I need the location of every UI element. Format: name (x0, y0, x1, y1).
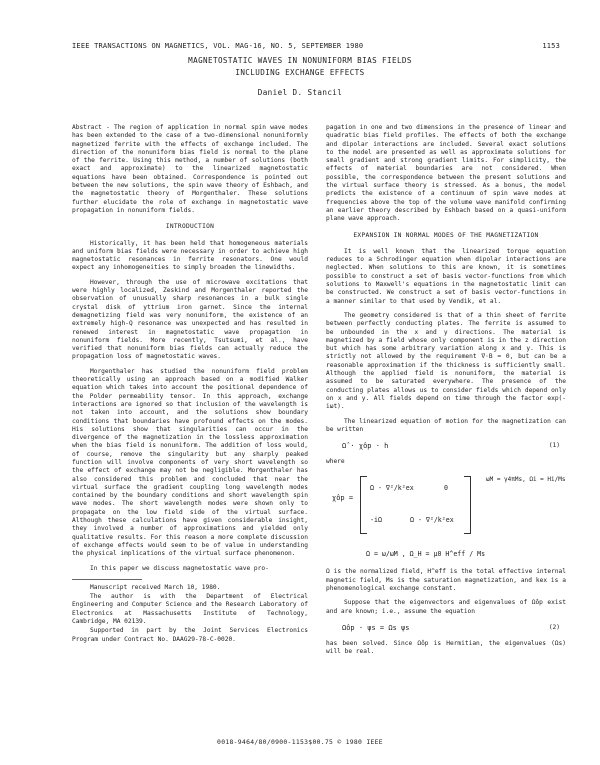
footnote: The author is with the Department of Electrical Engineering and Computer Science and the Research Laboratory of Electronics at Massachusetts Institute of Technology, Cambridge, MA 02139. (72, 593, 308, 626)
paragraph: However, through the use of microwave excitations that were highly localized, Zeskind and Morgenthaler reported the observation of unusually sharp resonances in a bulk single crystal disk of yttrium iron garnet. Since the internal demagnetizing field was very nonuniform, the existence of an extremely high-Q resonance was unexpected and has resulted in renewed interest in magnetostatic wave propagation in nonuniform fields. More recently, Tsutsumi, et al., have verified that nonuniform bias fields can actually reduce the propagation loss of magnetostatic waves. (72, 278, 308, 361)
paragraph: has been solved. Since Ω̂op is Hermitian, the eigenvalues (Ωs) will be real. (326, 639, 566, 656)
footnote: Manuscript received March 10, 1980. (90, 583, 221, 591)
paragraph: pagation in one and two dimensions in the presence of linear and quadratic bias field profiles. The effects of both the exchange and dipolar interactions are included. Several exact solutions to the model are presented as well as approximate solutions for small gradient and strong gradient limits. For simplicity, the effects of material boundaries are not considered. When possible, the correspondence between the present solutions and the virtual surface theory is stressed. As a bonus, the model predicts the existence of a continuum of spin wave modes at frequencies above the top of the volume wave manifold confirming an earlier theory described by Eshbach based on a quasi-uniform plane wave approach. (326, 124, 566, 223)
equation-1-body: Ω̂ · χ̂op · h (342, 442, 389, 451)
omega-definition-text: Ω = ω/ωM , Ω_H = μ0 H^eff / Ms (366, 550, 486, 559)
matrix-definitions: ωM = γ4πMs, Ωi = Hi/Ms (486, 476, 566, 484)
footnote-rule (72, 579, 142, 580)
equation-2-number: (2) (548, 623, 560, 631)
matrix-cell-22: Ω - ∇²/k²ex (410, 516, 454, 525)
journal-line: IEEE TRANSACTIONS ON MAGNETICS, VOL. MAG-16, NO. 5, SEPTEMBER 1980 (72, 42, 364, 50)
paragraph: In this paper we discuss magnetostatic wave pro- (90, 564, 269, 572)
where-label: where (326, 458, 345, 466)
matrix-right-bracket (464, 476, 471, 534)
paper-title-line1: MAGNETOSTATIC WAVES IN NONUNIFORM BIAS FIELDS (188, 56, 412, 65)
chi-operator-label: χ̂op = (332, 494, 354, 503)
equation-1 (326, 440, 566, 454)
equation-1-number: (1) (548, 442, 560, 450)
equation-2-body: Ω̂op · ψs = Ωs ψs (342, 623, 410, 632)
footnotes (72, 584, 308, 644)
paragraph: It is well known that the linearized torque equation reduces to a Schrodinger equation when dipolar interactions are neglected. When solutions to this are known, it is sometimes possible to construct a set of basis vector-functions from which solutions to Maxwell's equations in the magnetostatic limit can be constructed. We construct a set of basis vector-functions in a manner similar to that used by Vendik, et al. (326, 247, 566, 305)
page-number: 1153 (542, 42, 560, 50)
equation-2 (326, 622, 566, 636)
section-heading-introduction: INTRODUCTION (165, 223, 215, 231)
matrix-cell-21: -iΩ (370, 516, 382, 525)
footer-code: 0018-9464/80/0900-1153$00.75 © 1980 IEEE (217, 738, 383, 746)
paragraph: Morgenthaler has studied the nonuniform field problem theoretically using an approach based on a modified Walker equation which takes into account the positional dependence of the Polder permeability tensor. In this approach, exchange interactions are ignored so that inclusion of the wavelength is not taken into account, and the solutions show boundary conditions that boundaries have profound effects on the modes. His solutions show that singularities can occur in the divergence of the magnetization in the lossless approximation when the bias field is nonuniform. The addition of loss would, of course, remove the singularity but any sharply peaked function will involve components of very short wavelength so the effect of exchange may not be negligible. Morgenthaler has also considered this problem and concluded that near the virtual surface the gradient coupling long wavelength modes contained by the boundary conditions and short wavelength spin wave modes. The short wavelength modes were shown only to propagate on the low field side of the virtual surface. Although these calculations have given considerable insight, they involved a number of approximations and yielded only qualitative results. For this reason a more complete discussion of exchange effects would seem to be of value in understanding the physical implications of the virtual surface phenomenon. (72, 367, 308, 558)
paragraph: The linearized equation of motion for the magnetization can be written (326, 417, 566, 433)
footnote: Supported in part by the Joint Services Electronics Program under Contract No. DAAG29-78-C-0020. (72, 627, 308, 643)
section-heading-expansion: EXPANSION IN NORMAL MODES OF THE MAGNETIZATION (353, 231, 539, 239)
paragraph: Ω is the normalized field, H^eff is the total effective internal magnetic field, Ms is the saturation magnetization, and kex is a phenomenological exchange constant. (326, 568, 566, 592)
running-header (72, 42, 560, 50)
right-column (326, 124, 566, 662)
matrix-left-bracket (360, 476, 367, 534)
left-column (72, 124, 308, 645)
omega-definition (326, 546, 566, 568)
author-name: Daniel D. Stancil (257, 88, 343, 97)
paper-title-line2: INCLUDING EXCHANGE EFFECTS (235, 68, 365, 77)
paragraph: Historically, it has been held that homogeneous materials and uniform bias fields were necessary in order to achieve high magnetostatic resonances in ferrite resonators. One would expect any inhomogeneities to simply broaden the linewidths. (72, 239, 308, 272)
matrix-cell-11: Ω - ∇²/k²ex (370, 484, 414, 493)
paragraph: The geometry considered is that of a thin sheet of ferrite between perfectly conducting plates. The ferrite is assumed to be unbounded in the x and y directions. The material is magnetized by a field whose only component is in the z direction but which has some arbitrary variation along x and y. This is strictly not allowed by the requirement ∇·B = 0, but can be a reasonable approximation if the thickness is sufficiently small. Although the applied field is nonuniform, the material is assumed to be saturated everywhere. The presence of the conducting plates allows us to consider fields which depend only on x and y. All fields depend on time through the factor exp(-iωt). (326, 311, 566, 411)
matrix-cell-12: 0 (444, 484, 448, 493)
chi-operator-matrix (326, 472, 566, 542)
abstract: Abstract - The region of application in normal spin wave modes has been extended to the case of a two-dimensional nonuniformly magnetized ferrite with the effects of exchange included. The direction of the nonuniform bias field is normal to the plane of the ferrite. Using this method, a number of solutions (both exact and approximate) to the linearized magnetostatic equations have been obtained. Correspondence is pointed out between the new solutions, the spin wave theory of Eshbach, and the magnetostatic theory of Morgenthaler. These solutions further elucidate the role of exchange in magnetostatic wave propagation in nonuniform fields. (72, 124, 308, 214)
paragraph: Suppose that the eigenvectors and eigenvalues of Ω̂op exist and are known; i.e., assume the equation (326, 599, 566, 615)
